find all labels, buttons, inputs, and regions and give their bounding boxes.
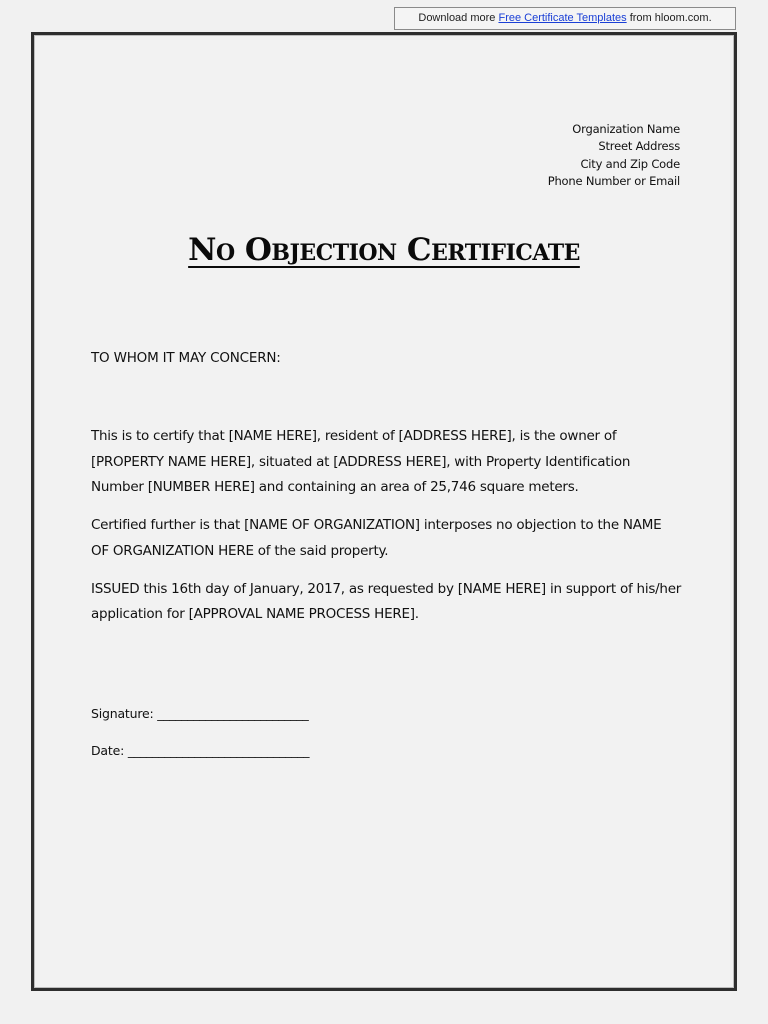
organization-name: Organization Name bbox=[572, 122, 680, 136]
date-line: Date: ______________________________ bbox=[91, 743, 310, 758]
banner-prefix-text: Download more bbox=[418, 12, 499, 24]
no-objection-paragraph: Certified further is that [NAME OF ORGANIZATION] interposes no objection to the NAME OF ORGANIZATION HERE of the said property. bbox=[91, 517, 662, 559]
salutation: TO WHOM IT MAY CONCERN: bbox=[91, 350, 281, 366]
organization-contact: Phone Number or Email bbox=[547, 173, 680, 188]
certification-paragraph: This is to certify that [NAME HERE], resident of [ADDRESS HERE], is the owner of [PROPERTY NAME HERE], situated at [ADDRESS HERE], with Property Identification Number [NUMBER HERE] and containing an area of 25,746 square meters. bbox=[91, 428, 631, 495]
download-banner bbox=[394, 7, 736, 30]
certificate-title: No Objection Certificate bbox=[188, 232, 580, 268]
organization-city: City and Zip Code bbox=[580, 156, 680, 171]
organization-street: Street Address bbox=[598, 139, 680, 154]
signature-line: Signature: _________________________ bbox=[91, 706, 309, 721]
certificate-body bbox=[91, 424, 683, 640]
organization-address-block bbox=[548, 121, 680, 190]
banner-suffix-text: from hloom.com. bbox=[626, 12, 712, 24]
free-certificate-templates-link[interactable]: Free Certificate Templates bbox=[498, 12, 627, 24]
issued-paragraph: ISSUED this 16th day of January, 2017, as requested by [NAME HERE] in support of his/her application for [APPROVAL NAME PROCESS HERE]. bbox=[91, 580, 682, 622]
